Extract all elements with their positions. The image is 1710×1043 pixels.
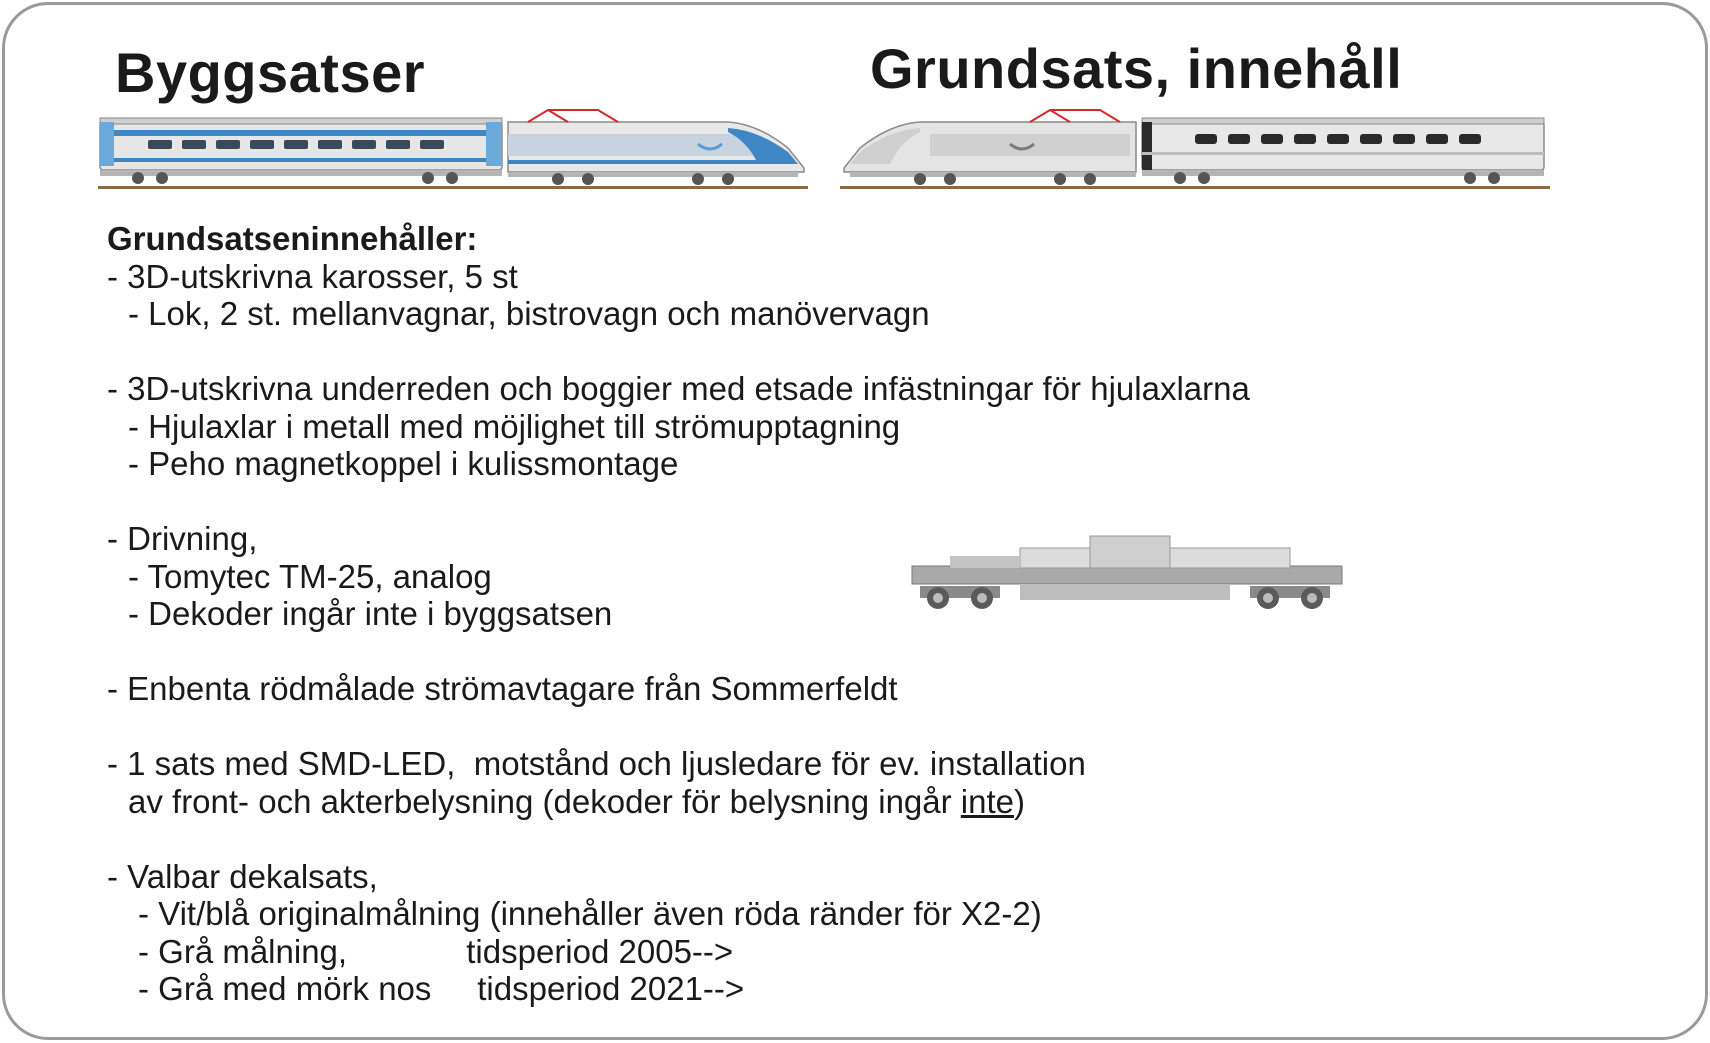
list-item: - 3D-utskrivna underreden och boggier med etsade infästningar för hjulaxlarna bbox=[107, 370, 1250, 407]
contents-list bbox=[107, 220, 1250, 1008]
list-item: - 1 sats med SMD-LED, motstånd och ljusledare för ev. installation bbox=[107, 745, 1086, 782]
bogie-icon bbox=[1250, 586, 1330, 609]
lighting-text: av front- och akterbelysning (dekoder för belysning ingår bbox=[128, 782, 961, 820]
list-item: - 3D-utskrivna karosser, 5 st bbox=[107, 257, 518, 295]
grey-train-icon bbox=[840, 108, 1550, 193]
list-subitem: - Dekoder ingår inte i byggsatsen bbox=[128, 595, 613, 632]
list-subitem bbox=[107, 783, 1250, 821]
list-subitem: - Lok, 2 st. mellanvagnar, bistrovagn och manövervagn bbox=[128, 295, 930, 332]
blue-white-train-icon bbox=[98, 108, 808, 193]
list-item: - Drivning, bbox=[107, 520, 258, 557]
grundsats-title: Grundsats, innehåll bbox=[870, 37, 1403, 100]
list-subitem: - Grå med mörk nos tidsperiod 2021--> bbox=[138, 970, 745, 1007]
locomotive-icon bbox=[844, 110, 1136, 185]
underlined-inte: inte bbox=[960, 782, 1015, 820]
locomotive-icon bbox=[508, 110, 804, 185]
contents-heading: Grundsatseninnehåller: bbox=[107, 220, 478, 257]
byggsatser-title: Byggsatser bbox=[115, 41, 426, 104]
list-item: - Enbenta rödmålade strömavtagare från Sommerfeldt bbox=[107, 670, 898, 707]
list-subitem: - Tomytec TM-25, analog bbox=[128, 557, 492, 595]
list-subitem: - Peho magnetkoppel i kulissmontage bbox=[128, 445, 679, 482]
list-subitem: - Grå målning, tidsperiod 2005--> bbox=[138, 932, 734, 970]
passenger-coach-icon bbox=[100, 118, 502, 184]
passenger-coach-icon bbox=[1142, 118, 1544, 184]
list-subitem: - Vit/blå originalmålning (innehåller även röda ränder för X2-2) bbox=[138, 895, 1042, 932]
list-subitem: - Hjulaxlar i metall med möjlighet till strömupptagning bbox=[128, 407, 901, 445]
list-item: - Valbar dekalsats, bbox=[107, 857, 378, 895]
closing-paren: ) bbox=[1014, 782, 1026, 820]
